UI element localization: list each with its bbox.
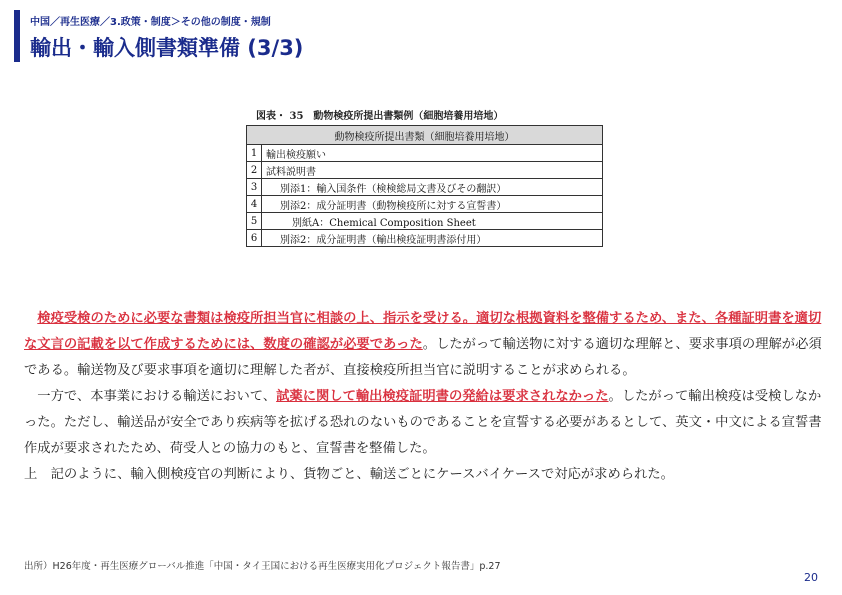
row-number: 1 [247,145,262,162]
paragraph-text: 。したがって輸送物に対する適切な理解と、要求事項の理解が必須である。輸送物及び要求事項を適切に理解した者が、直接検疫所担当官に説明することが求められる。 [24,337,822,378]
table-row [247,230,603,247]
paragraph-2 [24,384,824,462]
emphasis-text: 試薬に関して輸出検疫証明書の発給は要求されなかった [276,389,609,404]
row-number: 6 [247,230,262,247]
figure-caption: 図表・ 35 動物検疫所提出書類例（細胞培養用培地） [256,111,504,122]
row-text: 別添2：成分証明書（動物検疫所に対する宣誓書） [262,196,603,213]
table-header-cell: 動物検疫所提出書類（細胞培養用培地） [247,126,603,145]
document-list-table [246,125,603,247]
emphasis-text: 検疫受検のために必要な書類は検疫所担当官に相談の上、指示を受ける。適切な根拠資料を整備するため、また、各種証明書を適切な文言の記載を以て作成するためには、数度の確認が必要であった [24,311,822,352]
paragraph-3: 上 記のように、輸入側検疫官の判断により、貨物ごと、輸送ごとにケースバイケースで対応が求められた。 [24,467,674,482]
page-title: 輸出・輸入側書類準備 (3/3) [30,36,304,60]
paragraph-text: 一方で、本事業における輸送において、 [37,389,277,404]
table-header-row [247,126,603,145]
table-row [247,196,603,213]
page-number: 20 [804,571,818,584]
paragraph-1 [24,306,824,384]
row-text: 別紙A：Chemical Composition Sheet [262,213,603,230]
breadcrumb: 中国／再生医療／3.政策・制度＞その他の制度・規制 [30,17,271,28]
table-row [247,213,603,230]
table-row [247,179,603,196]
row-text: 試料説明書 [262,162,603,179]
row-number: 5 [247,213,262,230]
body-text [24,306,824,488]
row-number: 4 [247,196,262,213]
table-row [247,162,603,179]
row-text: 別添1：輸入国条件（検検総局文書及びその翻訳） [262,179,603,196]
row-number: 2 [247,162,262,179]
title-accent-bar [14,10,20,62]
table-row [247,145,603,162]
source-note: 出所）H26年度・再生医療グローバル推進「中国・タイ王国における再生医療実用化プロジェクト報告書」p.27 [24,561,501,572]
paragraph-text: 。したがって輸出検疫は受検しなかった。ただし、輸送品が安全であり疾病等を拡げる恐れのないものであることを宣誓する必要があるとして、英文・中文による宣誓書作成が要求されたため、荷受人との協力のもと、宣誓書を整備した。 [24,389,822,456]
row-text: 輸出検疫願い [262,145,603,162]
row-text: 別添2：成分証明書（輸出検疫証明書添付用） [262,230,603,247]
row-number: 3 [247,179,262,196]
